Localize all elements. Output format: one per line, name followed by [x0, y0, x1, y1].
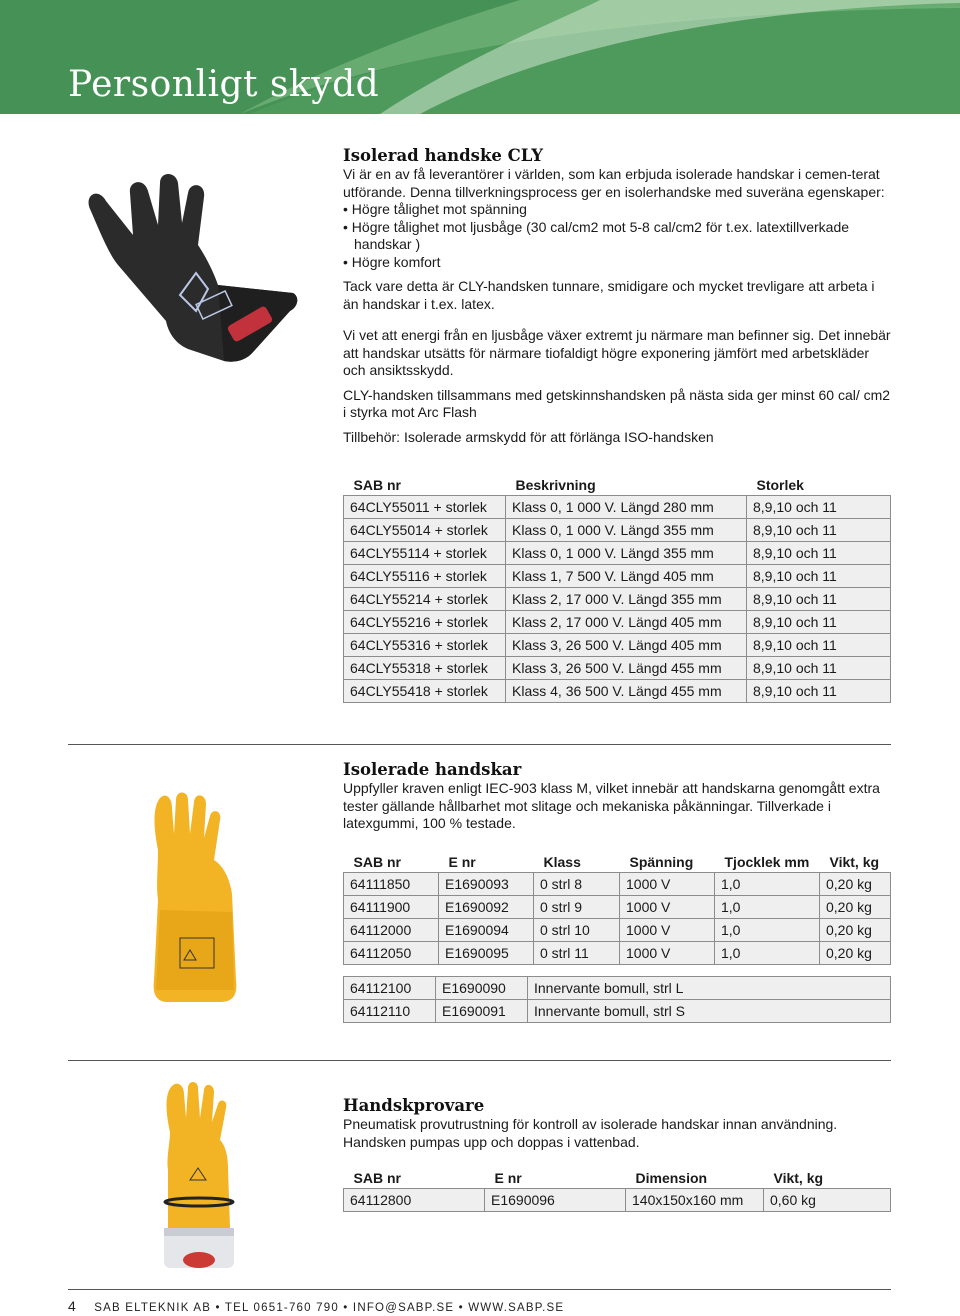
iso-text: Uppfyller kraven enligt IEC-903 klass M, vilket innebär att handskarna genomgått extra tester gällande hållbarhet mot slitage och mekaniska påkänningar. Tillverkade i latexgummi, 100 % testade.	[343, 780, 880, 831]
cly-bullet-3: • Högre komfort	[343, 253, 441, 270]
cell: 0 strl 11	[534, 942, 620, 965]
cly-paragraph-1: Tack vare detta är CLY-handsken tunnare, smidigare och mycket trevligare att arbeta i än handskar i t.ex. latex.	[343, 278, 875, 312]
tester-section	[343, 1096, 891, 1151]
col-header-enr: E nr	[448, 854, 476, 870]
cly-section	[343, 146, 891, 446]
page-header	[0, 0, 960, 114]
table-row	[344, 496, 891, 519]
cell: 64CLY55216 + storlek	[344, 611, 506, 634]
cell: E1690093	[439, 873, 534, 896]
cell: 64CLY55418 + storlek	[344, 680, 506, 703]
cell: 64CLY55116 + storlek	[344, 565, 506, 588]
cly-table	[343, 471, 891, 703]
cell: 8,9,10 och 11	[747, 634, 891, 657]
cell: Klass 1, 7 500 V. Längd 405 mm	[506, 565, 747, 588]
section-divider	[68, 1060, 891, 1061]
table-row	[344, 896, 891, 919]
col-header-sab: SAB nr	[353, 1170, 401, 1186]
cell: 1000 V	[620, 873, 715, 896]
cell: Innervante bomull, strl L	[528, 977, 891, 1000]
cell: Klass 0, 1 000 V. Längd 355 mm	[506, 519, 747, 542]
footer-divider	[68, 1289, 891, 1290]
col-header-thickness: Tjocklek mm	[724, 854, 810, 870]
cell: 64111900	[344, 896, 439, 919]
cell: 0,20 kg	[820, 942, 891, 965]
cell: Klass 3, 26 500 V. Längd 455 mm	[506, 657, 747, 680]
cell: 64112050	[344, 942, 439, 965]
col-header-dimension: Dimension	[635, 1170, 708, 1186]
col-header-enr: E nr	[494, 1170, 522, 1186]
cell: E1690090	[436, 977, 528, 1000]
cell: 140x150x160 mm	[626, 1189, 764, 1212]
yellow-glove-image	[140, 790, 250, 1012]
iso-table	[343, 848, 891, 965]
cell: Klass 4, 36 500 V. Längd 455 mm	[506, 680, 747, 703]
cell: 1000 V	[620, 919, 715, 942]
cell: 0,20 kg	[820, 873, 891, 896]
cell: 8,9,10 och 11	[747, 519, 891, 542]
table-row	[344, 919, 891, 942]
table-row	[344, 611, 891, 634]
cell: Klass 2, 17 000 V. Längd 355 mm	[506, 588, 747, 611]
cell: 8,9,10 och 11	[747, 496, 891, 519]
table-row	[344, 680, 891, 703]
cell: 64112100	[344, 977, 436, 1000]
page-title: Personligt skydd	[68, 64, 380, 105]
table-row	[344, 634, 891, 657]
cell: 64CLY55214 + storlek	[344, 588, 506, 611]
table-row	[344, 588, 891, 611]
cell: 64CLY55011 + storlek	[344, 496, 506, 519]
cell: 0 strl 10	[534, 919, 620, 942]
footer	[68, 1298, 564, 1314]
cell: 0,20 kg	[820, 896, 891, 919]
tester-table	[343, 1164, 891, 1212]
cell: Klass 2, 17 000 V. Längd 405 mm	[506, 611, 747, 634]
cell: 64112800	[344, 1189, 485, 1212]
cell: 64CLY55318 + storlek	[344, 657, 506, 680]
cell: E1690094	[439, 919, 534, 942]
section-divider	[68, 744, 891, 745]
cell: Klass 3, 26 500 V. Längd 405 mm	[506, 634, 747, 657]
cell: 1,0	[715, 942, 820, 965]
cly-bullet-2: • Högre tålighet mot ljusbåge (30 cal/cm2 mot 5-8 cal/cm2 för t.ex. latextillverkade handskar )	[343, 218, 850, 252]
cell: 8,9,10 och 11	[747, 565, 891, 588]
glove-tester-image	[148, 1080, 248, 1276]
black-glove-image	[78, 165, 303, 380]
page-number: 4	[68, 1298, 76, 1314]
cell: 64CLY55114 + storlek	[344, 542, 506, 565]
col-header-size: Storlek	[756, 477, 804, 493]
table-row	[344, 977, 891, 1000]
cell: E1690095	[439, 942, 534, 965]
cell: 1,0	[715, 919, 820, 942]
cell: 0 strl 8	[534, 873, 620, 896]
col-header-class: Klass	[543, 854, 581, 870]
cell: E1690096	[485, 1189, 626, 1212]
cell: 1,0	[715, 873, 820, 896]
table-row	[344, 1189, 891, 1212]
col-header-sab: SAB nr	[353, 854, 401, 870]
cell: 8,9,10 och 11	[747, 657, 891, 680]
iso-extra-table	[343, 976, 891, 1023]
iso-section	[343, 760, 891, 833]
cell: 1000 V	[620, 896, 715, 919]
cly-accessories: Tillbehör: Isolerade armskydd för att förlänga ISO-handsken	[343, 428, 714, 445]
cell: 1,0	[715, 896, 820, 919]
table-row	[344, 942, 891, 965]
cell: 1000 V	[620, 942, 715, 965]
cell: E1690092	[439, 896, 534, 919]
cell: E1690091	[436, 1000, 528, 1023]
footer-contact: SAB ELTEKNIK AB • TEL 0651-760 790 • INFO@SABP.SE • WWW.SABP.SE	[94, 1302, 565, 1314]
cell: 64111850	[344, 873, 439, 896]
cell: 64112000	[344, 919, 439, 942]
cell: Klass 0, 1 000 V. Längd 280 mm	[506, 496, 747, 519]
cly-title: Isolerad handske CLY	[343, 146, 544, 165]
table-row	[344, 1000, 891, 1023]
cell: 8,9,10 och 11	[747, 611, 891, 634]
table-row	[344, 542, 891, 565]
iso-title: Isolerade handskar	[343, 760, 522, 779]
cly-intro: Vi är en av få leverantörer i världen, som kan erbjuda isolerade handskar i cemen-terat utförande. Denna tillverkningsprocess ger en isolerhandske med suveräna egenskaper:	[343, 166, 885, 200]
cly-paragraph-3: CLY-handsken tillsammans med getskinnshandsken på nästa sida ger minst 60 cal/ cm2 i styrka mot Arc Flash	[343, 386, 891, 420]
cell: 0 strl 9	[534, 896, 620, 919]
cell: Innervante bomull, strl S	[528, 1000, 891, 1023]
cell: 64112110	[344, 1000, 436, 1023]
table-row	[344, 657, 891, 680]
cell: 8,9,10 och 11	[747, 680, 891, 703]
col-header-sab: SAB nr	[353, 477, 401, 493]
cly-bullet-1: • Högre tålighet mot spänning	[343, 201, 527, 217]
cell: 8,9,10 och 11	[747, 588, 891, 611]
table-row	[344, 873, 891, 896]
tester-title: Handskprovare	[343, 1096, 485, 1115]
col-header-desc: Beskrivning	[515, 477, 596, 493]
tester-text: Pneumatisk provutrustning för kontroll av isolerade handskar innan användning. Handsken pumpas upp och doppas i vattenbad.	[343, 1116, 838, 1150]
cell: 64CLY55014 + storlek	[344, 519, 506, 542]
col-header-weight: Vikt, kg	[829, 854, 880, 870]
table-row	[344, 565, 891, 588]
cly-paragraph-2: Vi vet att energi från en ljusbåge växer extremt ju närmare man befinner sig. Det innebär att handskar utsätts för närmare tiofaldigt högre exponering jämfört med arbetskläder och ansiktsskydd.	[343, 327, 891, 378]
table-row	[344, 519, 891, 542]
cell: 0,20 kg	[820, 919, 891, 942]
cell: 0,60 kg	[764, 1189, 891, 1212]
cell: 64CLY55316 + storlek	[344, 634, 506, 657]
cell: 8,9,10 och 11	[747, 542, 891, 565]
col-header-weight: Vikt, kg	[773, 1170, 824, 1186]
col-header-voltage: Spänning	[629, 854, 694, 870]
cell: Klass 0, 1 000 V. Längd 355 mm	[506, 542, 747, 565]
